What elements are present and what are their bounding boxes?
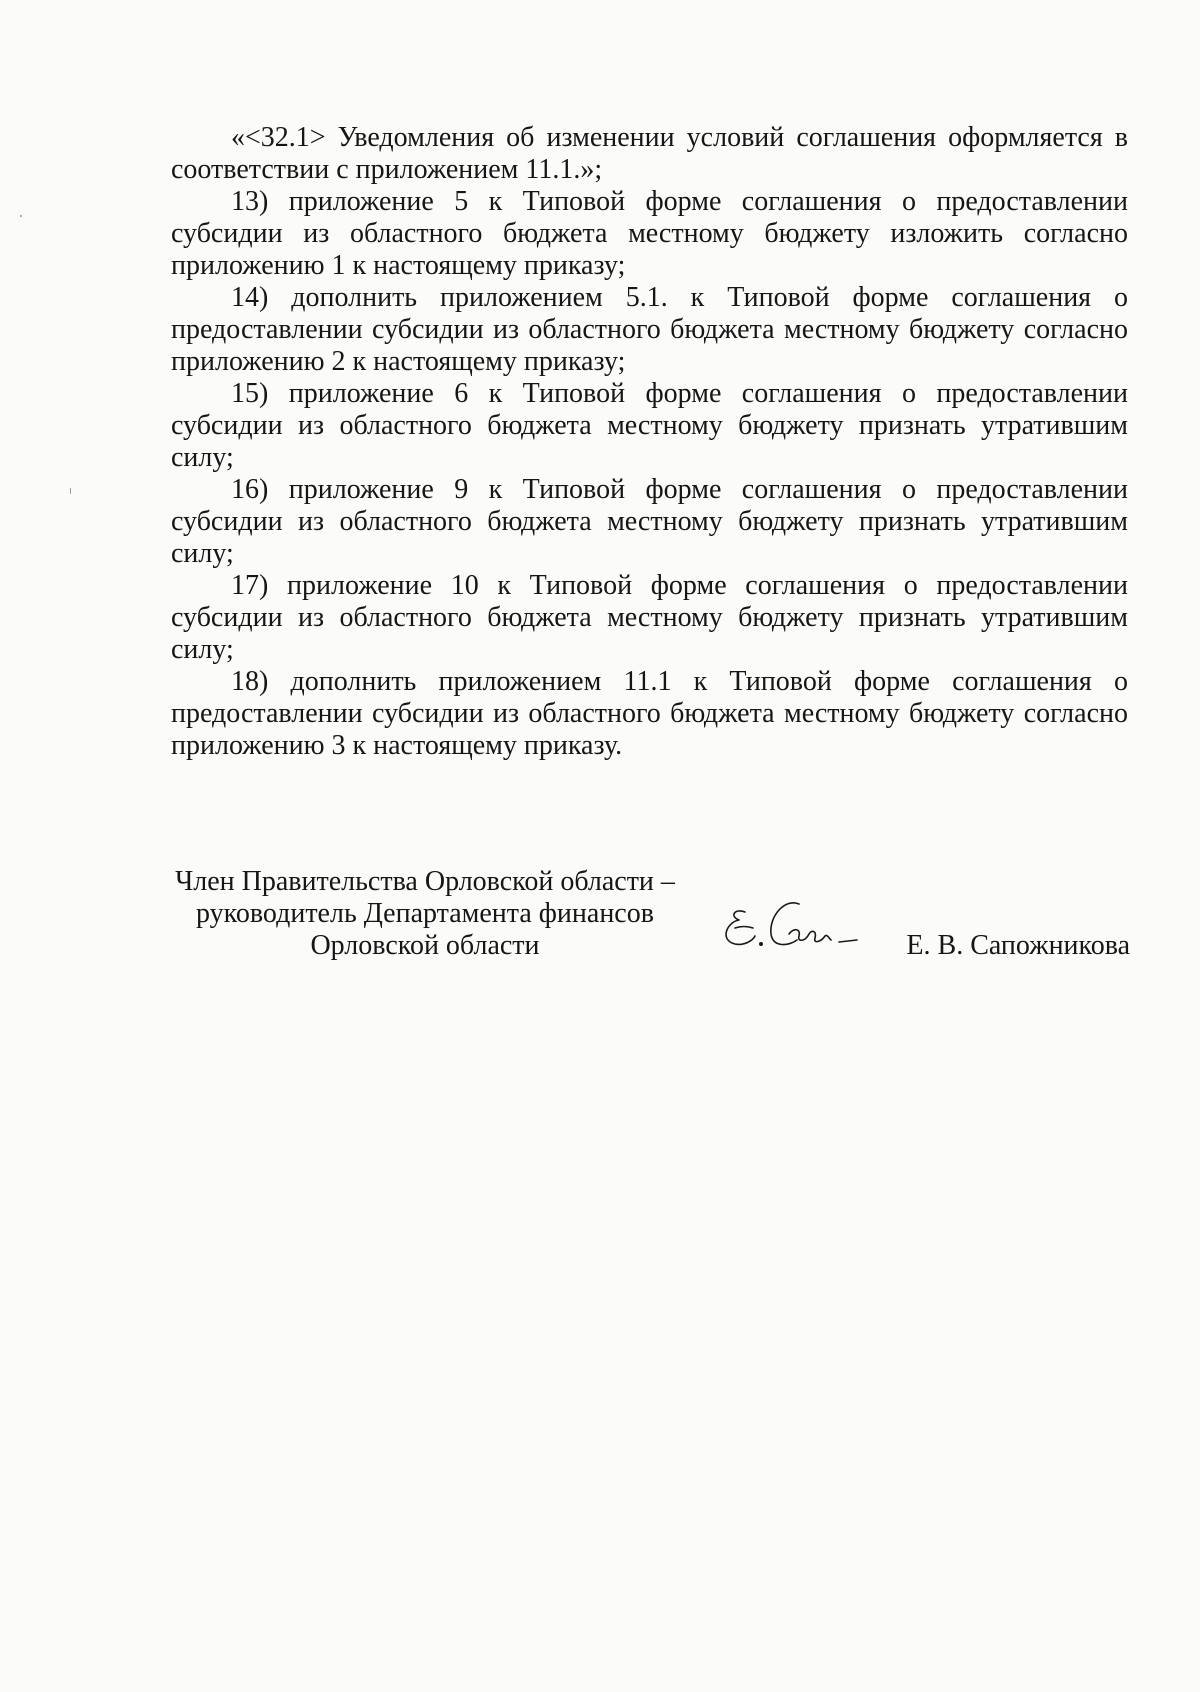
handwritten-signature	[705, 882, 865, 962]
paragraph-item-16: 16) приложение 9 к Типовой форме соглашения о предоставлении субсидии из областного бюджета местному бюджету признать утратившим силу;	[171, 474, 1128, 569]
paragraph-item-13: 13) приложение 5 к Типовой форме соглашения о предоставлении субсидии из областного бюджета местному бюджету изложить согласно приложению 1 к настоящему приказу;	[171, 186, 1128, 281]
paragraph-item-15: 15) приложение 6 к Типовой форме соглашения о предоставлении субсидии из областного бюджета местному бюджету признать утратившим силу;	[171, 378, 1128, 473]
document-body	[171, 122, 1128, 762]
signature-block	[165, 866, 1130, 986]
signer-position	[165, 866, 685, 962]
position-line: Орловской области	[310, 930, 540, 961]
scan-speck	[70, 488, 71, 494]
scan-speck	[20, 215, 22, 217]
paragraph-item-17: 17) приложение 10 к Типовой форме соглашения о предоставлении субсидии из областного бюджета местному бюджету признать утратившим силу;	[171, 570, 1128, 665]
position-line: руководитель Департамента финансов	[196, 898, 654, 929]
paragraph-item-18: 18) дополнить приложением 11.1 к Типовой форме соглашения о предоставлении субсидии из областного бюджета местному бюджету согласно приложению 3 к настоящему приказу.	[171, 666, 1128, 761]
paragraph-item-14: 14) дополнить приложением 5.1. к Типовой форме соглашения о предоставлении субсидии из областного бюджета местному бюджету согласно приложению 2 к настоящему приказу;	[171, 282, 1128, 377]
position-line: Член Правительства Орловской области –	[175, 866, 675, 897]
signer-name: Е. В. Сапожникова	[906, 930, 1130, 961]
paragraph-item-32-1: «<32.1> Уведомления об изменении условий соглашения оформляется в соответствии с приложением 11.1.»;	[171, 122, 1128, 185]
